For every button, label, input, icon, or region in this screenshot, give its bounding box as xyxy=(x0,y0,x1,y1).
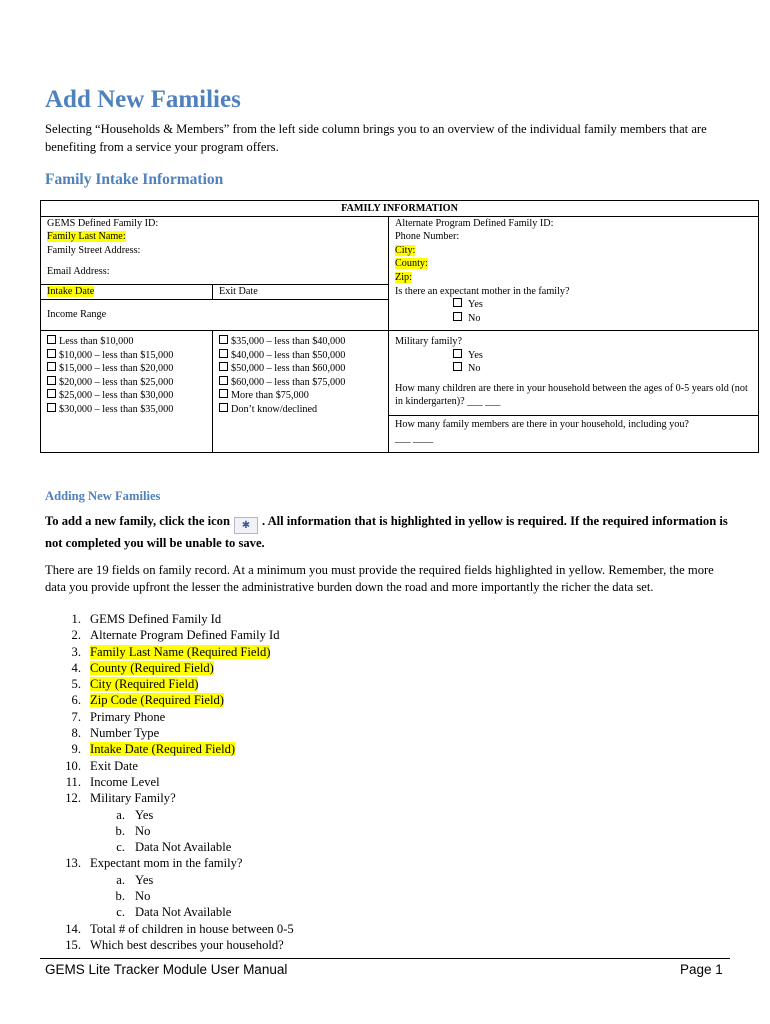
list-item xyxy=(45,709,294,725)
no-option: No xyxy=(468,312,481,324)
checkbox-icon[interactable] xyxy=(219,335,228,344)
list-text: Yes xyxy=(135,807,154,822)
checkbox-icon[interactable] xyxy=(219,389,228,398)
list-item xyxy=(45,774,294,790)
list-item xyxy=(45,676,294,692)
list-item xyxy=(45,660,294,676)
list-number: 1. xyxy=(71,612,81,626)
footer-manual-title: GEMS Lite Tracker Module User Manual xyxy=(45,962,288,977)
income-option: $30,000 – less than $35,000 xyxy=(59,404,174,416)
checkbox-icon[interactable] xyxy=(219,376,228,385)
list-text: Yes xyxy=(135,872,154,887)
list-text: Family Last Name (Required Field) xyxy=(90,644,271,659)
exit-date-label: Exit Date xyxy=(219,286,258,298)
checkbox-icon[interactable] xyxy=(47,362,56,371)
phone-number-label: Phone Number: xyxy=(395,231,460,243)
list-number: 4. xyxy=(71,660,81,675)
instruction-text: To add a new family, click the icon xyxy=(45,514,230,528)
checkbox-icon[interactable] xyxy=(47,376,56,385)
list-text: GEMS Defined Family Id xyxy=(90,612,222,626)
checkbox-icon[interactable] xyxy=(219,349,228,358)
zip-label: Zip: xyxy=(395,271,412,283)
family-street-address-label: Family Street Address: xyxy=(47,244,141,256)
checkbox-icon[interactable] xyxy=(47,403,56,412)
list-item xyxy=(45,823,294,839)
list-text: Intake Date (Required Field) xyxy=(90,742,236,757)
list-item xyxy=(45,904,294,920)
intro-paragraph: Selecting “Households & Members” from the left side column brings you to an overview of the individual family members that are benefiting from a service your program offers. xyxy=(45,122,707,154)
income-option: Less than $10,000 xyxy=(59,336,134,348)
add-family-instructions xyxy=(45,512,735,553)
list-text: Data Not Available xyxy=(135,905,232,920)
list-item xyxy=(45,937,294,953)
gems-family-id-label: GEMS Defined Family ID: xyxy=(47,217,159,229)
list-item xyxy=(45,872,294,888)
list-item xyxy=(45,627,294,643)
list-number: c. xyxy=(116,840,125,855)
list-number: a. xyxy=(116,807,125,822)
list-text: Primary Phone xyxy=(90,709,166,724)
no-option: No xyxy=(468,363,481,375)
intake-date-label: Intake Date xyxy=(47,286,95,298)
fields-paragraph: There are 19 fields on family record. At a minimum you must provide the required fields highlighted in yellow. Remember, the more data you provide upfront the lesser the administrative burden down the road and more importantly the richer the data set. xyxy=(45,563,714,594)
income-option: $50,000 – less than $60,000 xyxy=(231,363,346,375)
family-information-form xyxy=(40,200,759,453)
list-text: County (Required Field) xyxy=(90,660,214,675)
list-number: 11. xyxy=(65,774,81,789)
children-blank: ___ ___ xyxy=(467,396,501,408)
list-text: Exit Date xyxy=(90,758,138,773)
list-number: 14. xyxy=(65,921,81,936)
list-item xyxy=(45,888,294,904)
list-number: 9. xyxy=(71,742,81,757)
family-last-name-label: Family Last Name: xyxy=(47,231,126,243)
add-family-icon[interactable]: ✱ xyxy=(234,517,258,534)
city-label: City: xyxy=(395,244,416,256)
list-text: No xyxy=(135,889,151,904)
list-number: 10. xyxy=(65,758,81,773)
income-range-label: Income Range xyxy=(47,309,107,321)
page-number: Page 1 xyxy=(680,962,723,977)
list-number: 2. xyxy=(71,628,81,643)
list-number: b. xyxy=(115,823,125,838)
section-title: Family Intake Information xyxy=(45,171,224,188)
list-text: Total # of children in house between 0-5 xyxy=(90,921,294,936)
checkbox-icon[interactable] xyxy=(219,362,228,371)
list-number: b. xyxy=(115,889,125,904)
income-option: Don’t know/declined xyxy=(231,404,318,416)
list-item xyxy=(45,758,294,774)
field-list xyxy=(45,611,294,953)
checkbox-icon[interactable] xyxy=(47,349,56,358)
income-option: $25,000 – less than $30,000 xyxy=(59,390,174,402)
income-option: $35,000 – less than $40,000 xyxy=(231,336,346,348)
yes-option: Yes xyxy=(468,299,483,311)
yes-option: Yes xyxy=(468,349,483,361)
list-text: Expectant mom in the family? xyxy=(90,856,243,871)
checkbox-icon[interactable] xyxy=(453,349,462,358)
list-item xyxy=(45,839,294,855)
adding-new-families-heading: Adding New Families xyxy=(45,489,161,503)
list-item xyxy=(45,644,294,660)
checkbox-icon[interactable] xyxy=(453,362,462,371)
income-option: $15,000 – less than $20,000 xyxy=(59,363,174,375)
checkbox-icon[interactable] xyxy=(219,403,228,412)
list-text: Which best describes your household? xyxy=(90,937,284,952)
list-item xyxy=(45,611,294,627)
list-number: 12. xyxy=(65,791,81,806)
list-number: 13. xyxy=(65,856,81,871)
email-address-label: Email Address: xyxy=(47,266,110,278)
footer-divider xyxy=(40,958,730,959)
checkbox-icon[interactable] xyxy=(47,335,56,344)
form-header: FAMILY INFORMATION xyxy=(41,201,759,217)
checkbox-icon[interactable] xyxy=(47,389,56,398)
list-text: Data Not Available xyxy=(135,840,232,855)
income-option: $10,000 – less than $15,000 xyxy=(59,349,174,361)
list-text: Income Level xyxy=(90,774,160,789)
list-item xyxy=(45,741,294,757)
income-option: $40,000 – less than $50,000 xyxy=(231,349,346,361)
list-item xyxy=(45,921,294,937)
list-text: No xyxy=(135,823,151,838)
expectant-mother-question: Is there an expectant mother in the family? xyxy=(395,285,570,297)
list-text: Alternate Program Defined Family Id xyxy=(90,628,280,643)
income-option: $60,000 – less than $75,000 xyxy=(231,376,346,388)
list-number: 6. xyxy=(71,693,81,708)
list-text: Number Type xyxy=(90,726,160,741)
page-title: Add New Families xyxy=(45,86,241,113)
instruction-text: . All information that is highlighted in yellow is required. If the required information is not completed you will be unable to save. xyxy=(45,514,728,550)
alternate-family-id-label: Alternate Program Defined Family ID: xyxy=(395,217,554,229)
income-option: More than $75,000 xyxy=(231,390,309,402)
list-number: 8. xyxy=(71,726,81,741)
list-item xyxy=(45,790,294,806)
list-number: 15. xyxy=(65,937,81,952)
members-question: How many family members are there in your household, including you? xyxy=(395,419,689,431)
list-number: 5. xyxy=(71,677,81,692)
children-question: How many children are there in your household between the ages of 0-5 years old (not in kindergarten)? xyxy=(395,382,748,408)
list-text: Military Family? xyxy=(90,791,176,806)
list-item xyxy=(45,692,294,708)
list-number: 3. xyxy=(71,644,81,659)
list-text: City (Required Field) xyxy=(90,677,199,692)
list-item xyxy=(45,807,294,823)
members-blank: ___ ____ xyxy=(395,432,434,444)
checkbox-icon[interactable] xyxy=(453,298,462,307)
list-number: a. xyxy=(116,872,125,887)
military-family-question: Military family? xyxy=(395,336,463,348)
list-item xyxy=(45,725,294,741)
county-label: County: xyxy=(395,258,428,270)
list-text: Zip Code (Required Field) xyxy=(90,693,224,708)
list-number: 7. xyxy=(71,709,81,724)
list-item xyxy=(45,855,294,871)
list-number: c. xyxy=(116,905,125,920)
income-option: $20,000 – less than $25,000 xyxy=(59,376,174,388)
checkbox-icon[interactable] xyxy=(453,312,462,321)
